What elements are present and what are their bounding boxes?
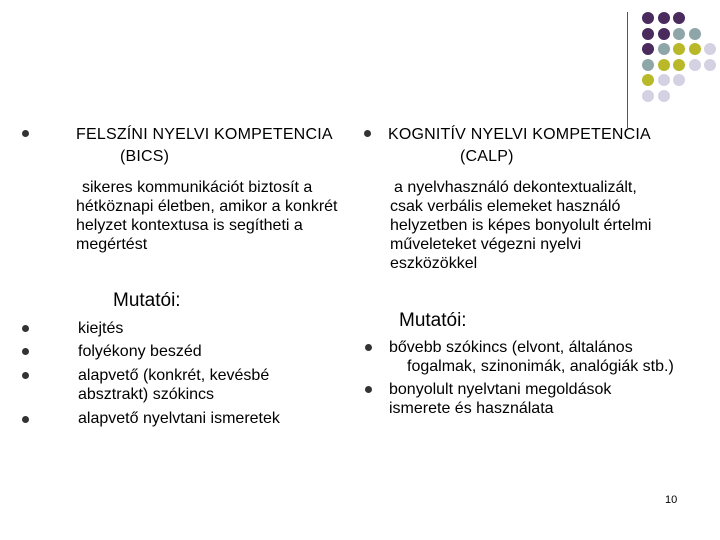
decorative-dot xyxy=(658,28,670,40)
right-description-line: műveleteket végezni nyelvi xyxy=(390,236,582,253)
list-item xyxy=(389,380,611,418)
left-heading-bullet xyxy=(22,130,29,137)
decorative-dot xyxy=(673,12,685,24)
left-description-line: sikeres kommunikációt biztosít a xyxy=(82,179,313,196)
decorative-dot xyxy=(689,43,701,55)
right-mutatoi-heading: Mutatói: xyxy=(399,310,467,331)
decorative-vertical-line xyxy=(627,12,628,128)
left-heading xyxy=(76,124,333,168)
list-item: alapvető nyelvtani ismeretek xyxy=(78,410,280,427)
list-item-line: ismerete és használata xyxy=(389,400,554,417)
left-description-line: helyzet kontextusa is segítheti a xyxy=(76,217,303,234)
page-number: 10 xyxy=(665,494,678,506)
list-item: kiejtés xyxy=(78,320,124,337)
right-list-bullet xyxy=(365,386,372,393)
decorative-dot xyxy=(658,74,670,86)
list-item-line: fogalmak, szinonimák, analógiák stb.) xyxy=(407,358,674,375)
left-list-bullet xyxy=(22,372,29,379)
decorative-dot xyxy=(673,28,685,40)
list-item-line: absztrakt) szókincs xyxy=(78,386,215,403)
decorative-dot xyxy=(704,43,716,55)
left-list-bullet xyxy=(22,416,29,423)
left-heading-line1: FELSZÍNI NYELVI KOMPETENCIA xyxy=(76,126,333,143)
right-heading-bullet xyxy=(364,130,371,137)
decorative-dot xyxy=(658,59,670,71)
right-description xyxy=(390,178,651,273)
right-description-line: eszközökkel xyxy=(390,255,478,272)
list-item-line: alapvető (konkrét, kevésbé xyxy=(78,367,270,384)
right-heading-line1: KOGNITÍV NYELVI KOMPETENCIA xyxy=(388,126,651,143)
decorative-dot xyxy=(704,59,716,71)
decorative-dot xyxy=(689,59,701,71)
decorative-dot xyxy=(642,59,654,71)
left-list-bullet xyxy=(22,348,29,355)
decorative-dot xyxy=(642,43,654,55)
left-list-bullet xyxy=(22,325,29,332)
right-heading xyxy=(388,124,651,168)
left-description-line: hétköznapi életben, amikor a konkrét xyxy=(76,198,338,215)
list-item-line: bonyolult nyelvtani megoldások xyxy=(389,381,612,398)
decorative-dot xyxy=(642,90,654,102)
right-description-line: a nyelvhasználó dekontextualizált, xyxy=(394,179,637,196)
decorative-dot xyxy=(642,74,654,86)
left-description xyxy=(76,178,337,254)
decorative-dot xyxy=(658,90,670,102)
list-item-line: bővebb szókincs (elvont, általános xyxy=(389,339,633,356)
left-description-line: megértést xyxy=(76,236,148,253)
left-heading-line2: (BICS) xyxy=(120,148,170,165)
right-list-bullet xyxy=(365,344,372,351)
decorative-dot xyxy=(673,74,685,86)
left-mutatoi-heading: Mutatói: xyxy=(113,290,181,311)
decorative-dot xyxy=(642,28,654,40)
decorative-dot xyxy=(658,43,670,55)
right-description-line: helyzetben is képes bonyolult értelmi xyxy=(390,217,652,234)
list-item xyxy=(78,366,269,404)
decorative-dot xyxy=(689,28,701,40)
decorative-dot xyxy=(658,12,670,24)
decorative-dot xyxy=(673,59,685,71)
decorative-dot xyxy=(673,43,685,55)
list-item xyxy=(389,338,674,376)
right-heading-line2: (CALP) xyxy=(460,148,514,165)
list-item: folyékony beszéd xyxy=(78,343,202,360)
decorative-dot xyxy=(642,12,654,24)
right-description-line: csak verbális elemeket használó xyxy=(390,198,621,215)
